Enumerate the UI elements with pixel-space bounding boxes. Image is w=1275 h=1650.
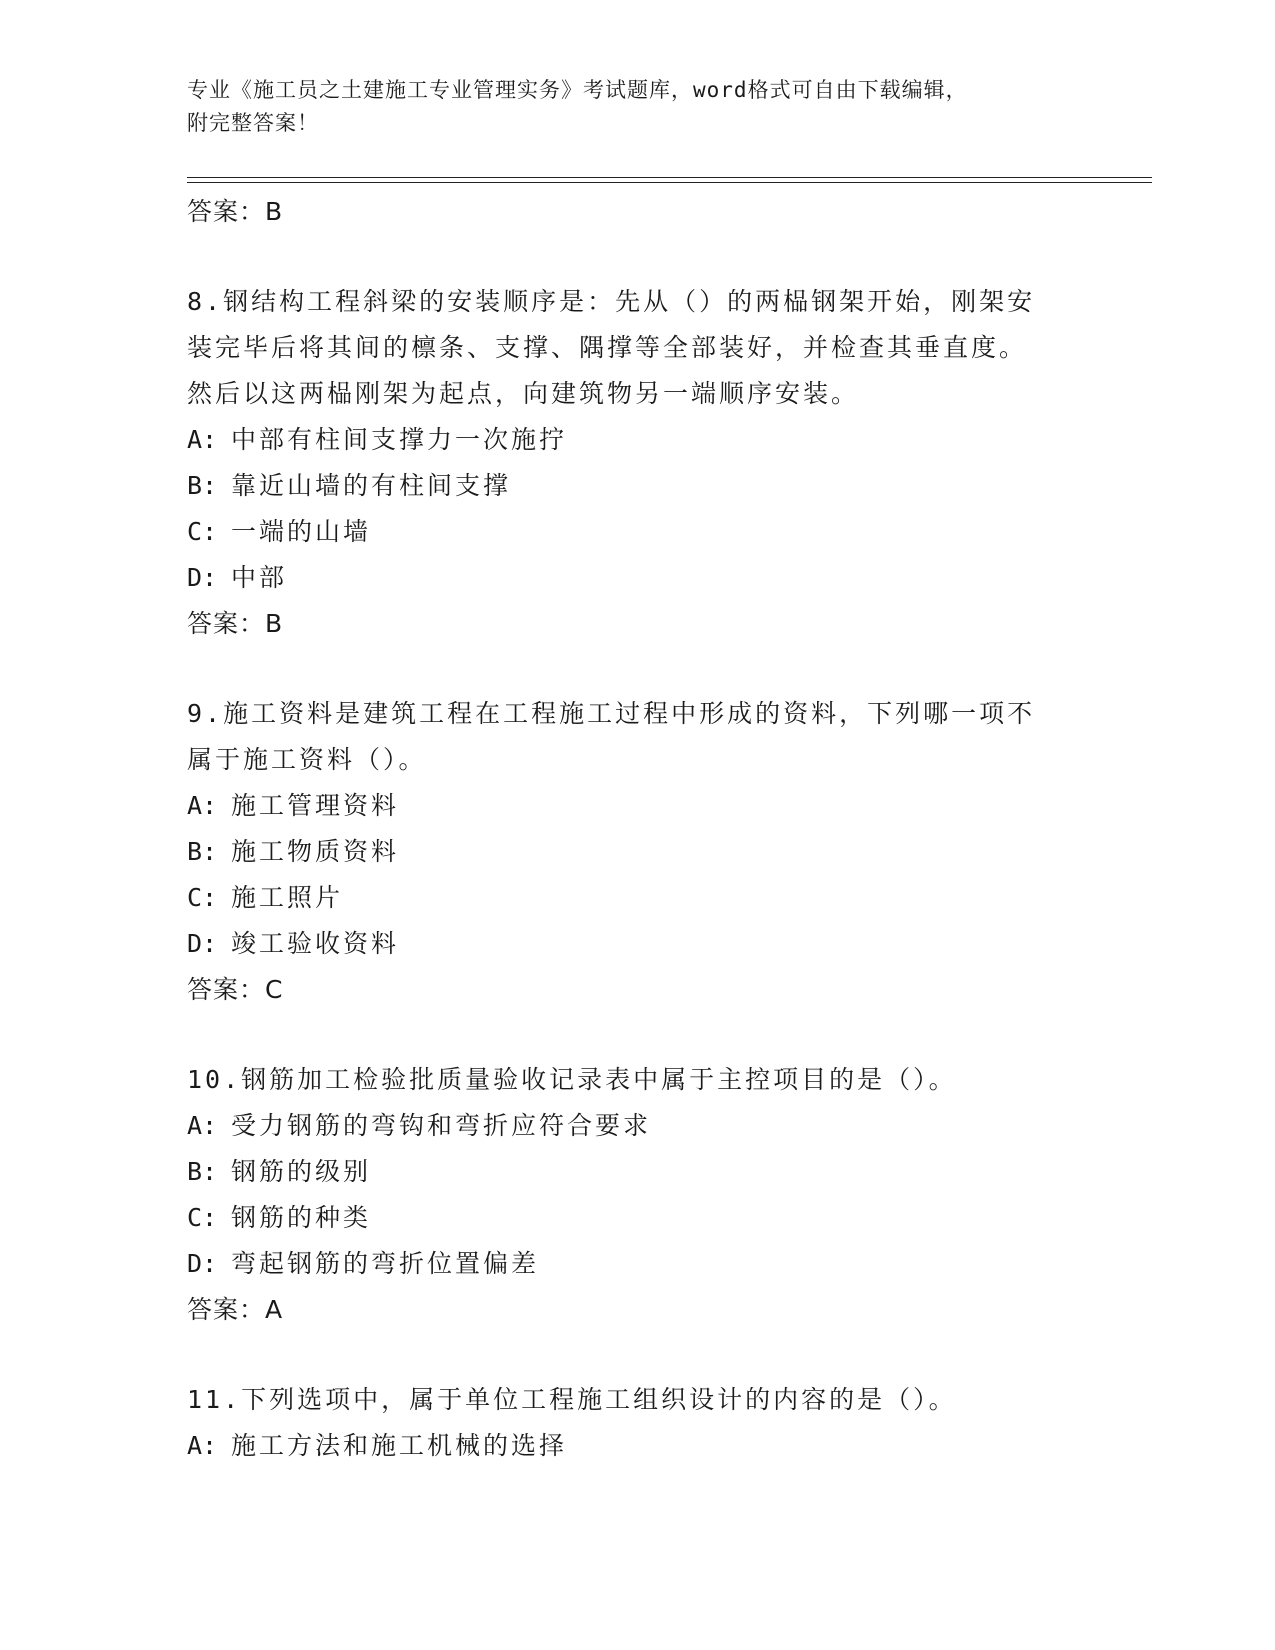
option-letter: A: bbox=[187, 791, 218, 820]
option-text: 施工物质资料 bbox=[231, 837, 400, 866]
option-b bbox=[187, 829, 1087, 875]
option-a bbox=[187, 1103, 1087, 1149]
option-a bbox=[187, 783, 1087, 829]
answer-line: 答案：B bbox=[187, 197, 284, 226]
option-text: 中部 bbox=[231, 563, 288, 592]
option-text: 受力钢筋的弯钩和弯折应符合要求 bbox=[231, 1111, 652, 1140]
option-letter: A: bbox=[187, 425, 218, 454]
question-11 bbox=[187, 1377, 1087, 1469]
header-rule-top bbox=[187, 177, 1152, 178]
option-text: 施工方法和施工机械的选择 bbox=[231, 1431, 568, 1460]
stem-line: 装完毕后将其间的檩条、支撑、隅撑等全部装好，并检查其垂直度。 bbox=[187, 333, 1028, 362]
question-stem bbox=[187, 691, 1087, 783]
header-line-1: 专业《施工员之土建施工专业管理实务》考试题库，word格式可自由下载编辑， bbox=[187, 78, 968, 102]
option-d bbox=[187, 555, 1087, 601]
question-10 bbox=[187, 1057, 1087, 1333]
header-line-2: 附完整答案！ bbox=[187, 111, 319, 135]
option-text: 靠近山墙的有柱间支撑 bbox=[231, 471, 512, 500]
answer-line: 答案：A bbox=[187, 1295, 284, 1324]
option-text: 中部有柱间支撑力一次施拧 bbox=[231, 425, 568, 454]
option-a bbox=[187, 1423, 1087, 1469]
stem-line: 属于施工资料（）。 bbox=[187, 745, 427, 774]
option-d bbox=[187, 921, 1087, 967]
option-text: 钢筋的级别 bbox=[231, 1157, 372, 1186]
stem-line: 然后以这两榀刚架为起点，向建筑物另一端顺序安装。 bbox=[187, 379, 860, 408]
option-letter: D: bbox=[187, 563, 218, 592]
option-a bbox=[187, 417, 1087, 463]
stem-line: 10.钢筋加工检验批质量验收记录表中属于主控项目的是（）。 bbox=[187, 1065, 957, 1094]
option-text: 一端的山墙 bbox=[231, 517, 372, 546]
question-stem bbox=[187, 1057, 1087, 1103]
option-c bbox=[187, 509, 1087, 555]
option-text: 竣工验收资料 bbox=[231, 929, 400, 958]
option-letter: B: bbox=[187, 471, 218, 500]
option-letter: C: bbox=[187, 517, 218, 546]
option-letter: D: bbox=[187, 929, 218, 958]
option-c bbox=[187, 1195, 1087, 1241]
document-body bbox=[187, 189, 1087, 1469]
option-letter: B: bbox=[187, 837, 218, 866]
option-b bbox=[187, 463, 1087, 509]
option-letter: D: bbox=[187, 1249, 218, 1278]
option-letter: A: bbox=[187, 1431, 218, 1460]
option-d bbox=[187, 1241, 1087, 1287]
option-text: 钢筋的种类 bbox=[231, 1203, 372, 1232]
option-text: 施工照片 bbox=[231, 883, 344, 912]
question-stem bbox=[187, 279, 1087, 417]
option-c bbox=[187, 875, 1087, 921]
page-header bbox=[187, 74, 1087, 140]
option-b bbox=[187, 1149, 1087, 1195]
header-rule-bottom bbox=[187, 182, 1152, 183]
option-letter: C: bbox=[187, 1203, 218, 1232]
question-9 bbox=[187, 691, 1087, 1013]
option-text: 施工管理资料 bbox=[231, 791, 400, 820]
question-8 bbox=[187, 279, 1087, 647]
answer-line: 答案：B bbox=[187, 609, 284, 638]
question-stem bbox=[187, 1377, 1087, 1423]
option-letter: A: bbox=[187, 1111, 218, 1140]
option-text: 弯起钢筋的弯折位置偏差 bbox=[231, 1249, 540, 1278]
answer-line: 答案：C bbox=[187, 975, 284, 1004]
option-letter: C: bbox=[187, 883, 218, 912]
stem-line: 11.下列选项中，属于单位工程施工组织设计的内容的是（）。 bbox=[187, 1385, 957, 1414]
stem-line: 8.钢结构工程斜梁的安装顺序是：先从（）的两榀钢架开始，刚架安 bbox=[187, 287, 1036, 316]
stem-line: 9.施工资料是建筑工程在工程施工过程中形成的资料，下列哪一项不 bbox=[187, 699, 1036, 728]
option-letter: B: bbox=[187, 1157, 218, 1186]
